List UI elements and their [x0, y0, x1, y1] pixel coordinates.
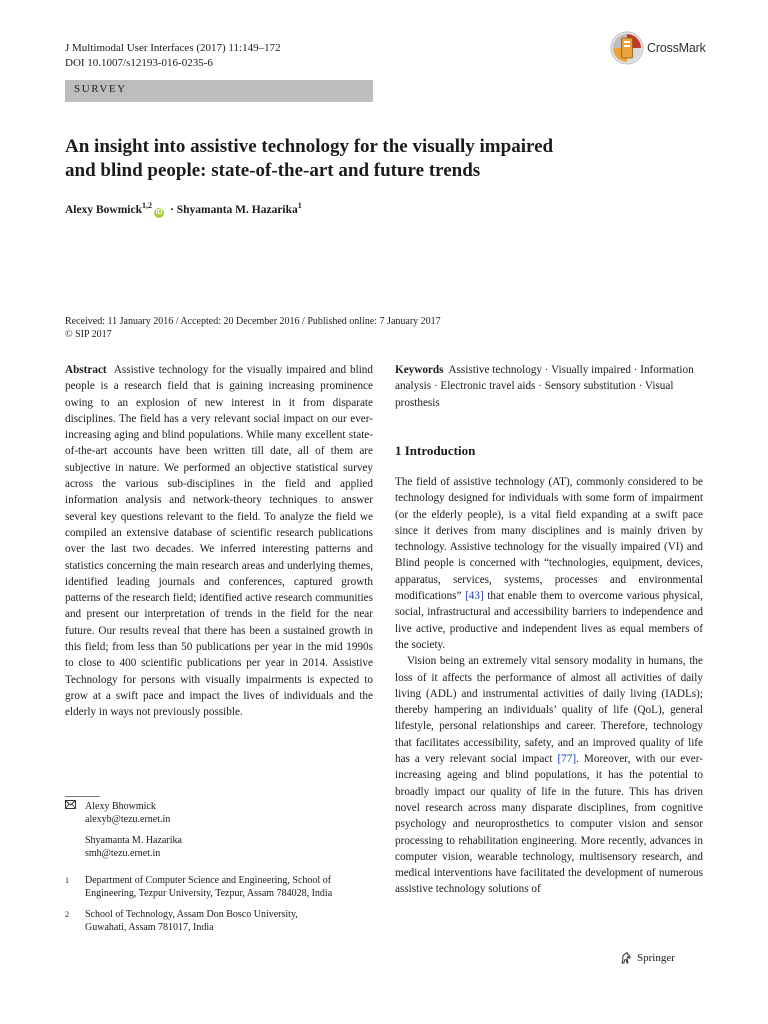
- footnotes: [65, 796, 373, 934]
- intro-p1-text-b: that enable them to overcome various physical, social, infrastructural and accessibility barriers to independence and live active, productive and independent lives as equal members of the society.: [395, 590, 703, 651]
- author-2-affiliation-marker: 1: [297, 201, 302, 210]
- affiliation-2-line-2: Guwahati, Assam 781017, India: [85, 922, 214, 933]
- footnote-rule: [65, 796, 100, 797]
- keywords: [395, 362, 703, 411]
- introduction-body: [395, 474, 703, 898]
- affiliation-1-marker: 1: [65, 876, 69, 885]
- springer-horse-icon: [619, 951, 633, 965]
- publisher-label: Springer: [637, 952, 675, 964]
- author-separator: ·: [169, 203, 174, 216]
- title-line-1: An insight into assistive technology for the visually impaired: [65, 136, 554, 157]
- affiliation-2: [65, 908, 373, 934]
- journal-citation: J Multimodal User Interfaces (2017) 11:149–172: [65, 42, 281, 54]
- citation-link-77[interactable]: [77]: [557, 753, 577, 766]
- contact-1-email[interactable]: alexyb@tezu.ernet.in: [85, 814, 171, 825]
- envelope-icon: [65, 800, 85, 860]
- orcid-icon[interactable]: iD: [155, 208, 163, 216]
- intro-p1-text-a: The field of assistive technology (AT), commonly considered to be technology designed for individuals with some form of impairment (or the elderly people), is a vital field expanding at a swift pace since it derives from many disciplines and is mainly driven by technology. Assistive technology for the visually impaired (VI) and Blind people is concerned with “technologies, equipment, devices, apparatus, services, systems, processes and environmental modifications”: [395, 476, 703, 603]
- journal-info: [65, 41, 281, 71]
- affiliation-1: [65, 874, 373, 900]
- affiliation-2-line-1: School of Technology, Assam Don Bosco University,: [85, 909, 298, 920]
- citation-link-43[interactable]: [43]: [465, 590, 484, 603]
- contact-1-name: Alexy Bhowmick: [85, 801, 156, 812]
- copyright-line: © SIP 2017: [65, 329, 112, 340]
- publisher-mark: [619, 951, 675, 965]
- affiliation-1-line-2: Engineering, Tezpur University, Tezpur, Assam 784028, India: [85, 888, 333, 899]
- keywords-label: Keywords: [395, 364, 444, 376]
- doi[interactable]: DOI 10.1007/s12193-016-0235-6: [65, 57, 213, 69]
- abstract-text: Assistive technology for the visually impaired and blind people is a research field that is gaining increasing prominence owing to an explosion of new interest in it from disparate disciplines. The field has a very relevant social impact on our ever-increasing aging and blind populations. While many excellent state-of-the-art accounts have been written till date, all of them are subjective in nature. We performed an objective statistical survey across the various sub-disciplines in the field and applied information analysis and network-theory techniques to answer several key questions relevant to the field. To analyze the field we compiled an extensive database of scientific research publications over the last two decades. We inferred interesting patterns and statistics concerning the main research areas and underlying themes, identified leading journals and conferences, captured growth patterns of the research field; identified active research communities and present our interpretation of trends in the field for the near future. Our results reveal that there has been a sustained growth in this field; from less than 50 publications per year in the mid 1990s to close to 400 scientific publications per year in 2014. Assistive Technology for persons with visually impairments is expected to grow at a swift pace and impact the lives of individuals and the elderly in ways not previously possible.: [65, 364, 373, 719]
- section-label: SURVEY: [74, 83, 127, 95]
- affiliation-2-marker: 2: [65, 910, 69, 919]
- dates-line: Received: 11 January 2016 / Accepted: 20 December 2016 / Published online: 7 January 2017: [65, 316, 441, 327]
- intro-p2-text-a: Vision being an extremely vital sensory modality in humans, the loss of it affects the performance of almost all activities of daily living (ADL) and instrumental activities of daily living (IADLs); thereby hampering an individuals’ quality of life (QoL), general lifestyle, personal relationships and career. Therefore, technology that facilitates accessibility, safety, and an improved quality of life has a very relevant social impact: [395, 655, 703, 766]
- publication-dates: [65, 315, 441, 341]
- contact-2-name: Shyamanta M. Hazarika: [85, 835, 182, 846]
- intro-paragraph-1: [395, 474, 703, 653]
- author-1-name[interactable]: Alexy Bowmick: [65, 203, 142, 216]
- author-list: [65, 201, 302, 218]
- crossmark-icon: [610, 31, 644, 65]
- abstract: [65, 362, 373, 721]
- intro-paragraph-2: [395, 653, 703, 897]
- title-line-2: and blind people: state-of-the-art and future trends: [65, 160, 481, 181]
- author-2-name[interactable]: Shyamanta M. Hazarika: [176, 203, 298, 216]
- affiliation-1-line-1: Department of Computer Science and Engineering, School of: [85, 875, 332, 886]
- contact-2-email[interactable]: smh@tezu.ernet.in: [85, 848, 161, 859]
- keywords-text: Assistive technology · Visually impaired · Information analysis · Electronic travel aids · Sensory substitution · Visual prosthesis: [395, 364, 694, 409]
- abstract-label: Abstract: [65, 364, 107, 376]
- paper-title: [65, 135, 685, 183]
- section-heading-introduction: 1 Introduction: [395, 443, 476, 458]
- author-1-affiliation-marker: 1,2: [141, 201, 152, 210]
- contact-block: [65, 800, 373, 860]
- crossmark-label: CrossMark: [647, 41, 706, 55]
- intro-p2-text-b: . Moreover, with our ever-increasing ageing and blind populations, it has the potential to broadly impact our quality of life in the future. This has driven novel research across many disparate disciplines, from cognitive psychology and neuroprosthetics to computer vision and sensor processing to rehabilitation engineering. More recently, advances in computer vision, wearable technology, multisensory research, and medical interventions have facilitated the development of numerous assistive technology solutions of: [395, 753, 703, 896]
- crossmark-badge[interactable]: [610, 31, 706, 65]
